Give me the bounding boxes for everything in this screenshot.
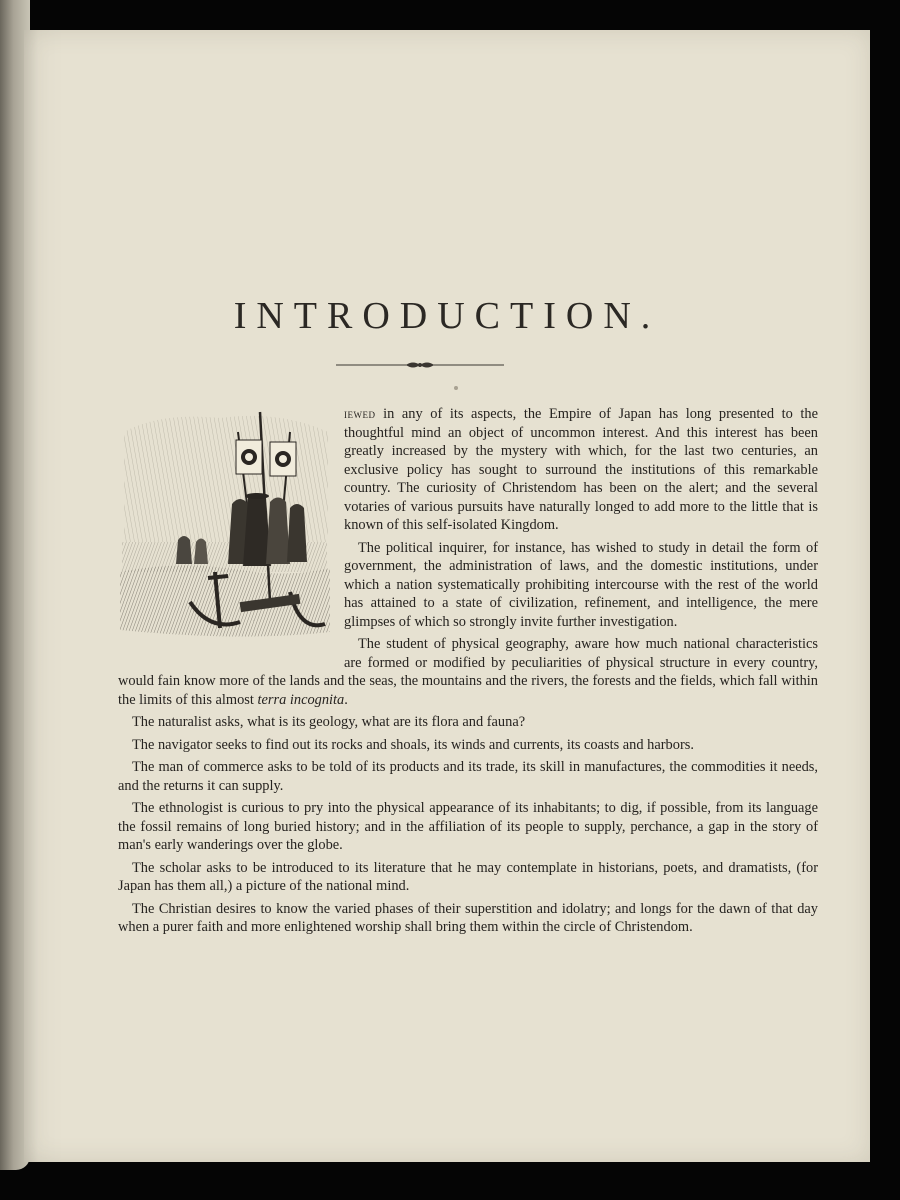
paragraph-4: The naturalist asks, what is its geology, what are its flora and fauna? [132,714,526,730]
paragraph-1: iewed in any of its aspects, the Empire of Japan has long presented to the thoughtful mind an object of uncommon interest. And this interest has been greatly increased by the mystery with which, for the last two centuries, an exclusive policy has sought to surround the institutions of this remarkable country. The curiosity of Christendom has been on the alert; and the several votaries of various pursuits have naturally longed to add more to the little that is known of this self-isolated Kingdom. [344,406,818,533]
lead-word: iewed [344,406,376,421]
ornament-dot [454,386,458,390]
introduction-text [118,405,818,941]
page-title: INTRODUCTION. [233,295,661,337]
paragraph-6: The man of commerce asks to be told of its products and its trade, its skill in manufactures, the commodities it needs, and the returns it can supply. [118,759,818,794]
paragraph-7: The ethnologist is curious to pry into the physical appearance of its inhabitants; to dig, if possible, from its language the fossil remains of long buried history; and in the affiliation of its people to supply, perchance, a gap in the story of man's early wanderings over the globe. [118,800,818,853]
paragraph-3: The student of physical geography, aware how much national characteristics are formed or modified by peculiarities of physical structure in every country, would fain know more of the lands and the seas, the mountains and the rivers, the forests and the fields, which fall within the limits of this almost terra incognita. [118,636,818,708]
paragraph-8: The scholar asks to be introduced to its literature that he may contemplate in historians, poets, and dramatists, (for Japan has them all,) a picture of the national mind. [118,859,818,894]
paragraph-5: The navigator seeks to find out its rocks and shoals, its winds and currents, its coasts and harbors. [132,736,694,753]
book-page [24,30,870,1162]
paragraph-2: The political inquirer, for instance, has wished to study in detail the form of government, the administration of laws, and the domestic institutions, under which a nation systematically prohibiting intercourse with the rest of the world has attained to a state of civilization, refinement, and intelligence, the mere glimpses of which so strongly invite further investigation. [344,539,818,630]
title-ornament [336,360,504,370]
paragraph-9: The Christian desires to know the varied phases of their superstition and idolatry; and longs for the dawn of that day when a purer faith and more enlightened worship shall bring them within the circle of Christendom. [118,900,818,935]
